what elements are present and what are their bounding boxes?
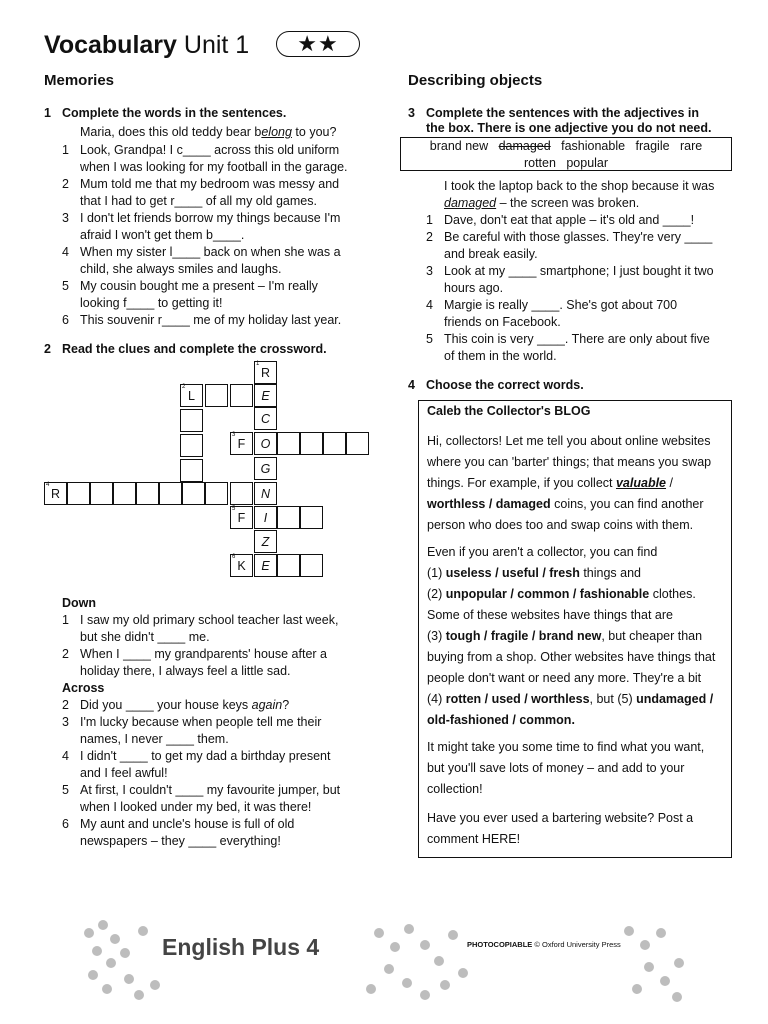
blog-paragraph-4: Have you ever used a bartering website? Post a comment HERE! xyxy=(427,811,694,846)
footer-decoration xyxy=(84,918,684,1008)
answer-choice-valuable[interactable]: valuable xyxy=(615,476,667,490)
crossword-cell[interactable]: 1 R xyxy=(254,361,277,384)
blog-paragraph-1: Hi, collectors! Let me tell you about online websites where you can 'barter' things; that means you swap things. For example, if you collect valuable / worthless / damaged coins, you can find another person who does too and swap coins with them. xyxy=(427,434,712,532)
crossword-cell[interactable] xyxy=(205,482,228,505)
crossword-cell[interactable]: O xyxy=(254,432,277,455)
crossword-cell[interactable]: E xyxy=(254,554,277,577)
crossword-cell[interactable] xyxy=(205,384,228,407)
difficulty-stars: ★★ xyxy=(276,31,360,57)
crossword-cell[interactable] xyxy=(300,506,323,529)
crossword-cell[interactable] xyxy=(159,482,182,505)
exercise-2-heading: 2 Read the clues and complete the crossword. xyxy=(44,342,327,356)
crossword-cell[interactable]: 3 F xyxy=(230,432,253,455)
section-title-describing-objects: Describing objects xyxy=(408,72,543,89)
answer-choices-2[interactable]: unpopular / common / fashionable xyxy=(445,587,650,601)
crossword-cell[interactable]: 6 K xyxy=(230,554,253,577)
crossword-cell[interactable]: 2 L xyxy=(180,384,203,407)
crossword-cell[interactable] xyxy=(277,506,300,529)
blog-paragraph-2: Even if you aren't a collector, you can find (1) useless / useful / fresh things and (2) unpopular / common / fashionable clothes. Some of these websites have things that are (3) tough / fragile / brand new, but cheaper than buying from a shop. Other websites have things that people don't want or need any more. They're a bit (4) rotten / used / worthless, but (5) undamaged / old-fashioned / common. xyxy=(427,545,716,727)
page-title: Vocabulary Unit 1 xyxy=(44,31,250,59)
crossword-cell[interactable] xyxy=(90,482,113,505)
exercise-1-example: Maria, does this old teddy bear belong to you? xyxy=(80,125,337,139)
crossword-cell[interactable] xyxy=(180,459,203,482)
exercise-4-heading: 4 Choose the correct words. xyxy=(408,378,584,392)
crossword-cell[interactable] xyxy=(67,482,90,505)
across-heading: Across xyxy=(62,681,105,695)
section-title-memories: Memories xyxy=(44,72,115,89)
crossword-cell[interactable] xyxy=(277,554,300,577)
crossword-cell[interactable]: E xyxy=(254,384,277,407)
copyright-notice: PHOTOCOPIABLE © Oxford University Press xyxy=(467,940,621,949)
crossword-cell[interactable]: 5 F xyxy=(230,506,253,529)
crossword-cell[interactable]: Z xyxy=(254,530,277,553)
crossword-cell[interactable]: C xyxy=(254,407,277,430)
crossword-cell[interactable] xyxy=(346,432,369,455)
crossword-cell[interactable] xyxy=(300,432,323,455)
crossword-cell[interactable] xyxy=(180,409,203,432)
answer-choices-1[interactable]: useless / useful / fresh xyxy=(445,566,580,580)
crossword-cell[interactable] xyxy=(113,482,136,505)
word-box: brand new damaged fashionable fragile rare rotten popular xyxy=(400,137,732,171)
crossword-cell[interactable] xyxy=(182,482,205,505)
crossword-cell[interactable]: N xyxy=(254,482,277,505)
exercise-1-heading: 1 Complete the words in the sentences. xyxy=(44,106,287,120)
blog-paragraph-3: It might take you some time to find what you want, but you'll save lots of money – and add to your collection! xyxy=(427,740,705,796)
crossword-cell[interactable] xyxy=(180,434,203,457)
crossword-cell[interactable] xyxy=(277,432,300,455)
answer-choices-4[interactable]: rotten / used / worthless xyxy=(445,692,590,706)
exercise-3-heading: 3 Complete the sentences with the adjectives in the box. There is one adjective you do not need. xyxy=(408,106,712,135)
answer-choices-5[interactable]: undamaged / xyxy=(636,692,714,706)
crossword-cell[interactable] xyxy=(230,482,253,505)
brand-logo: English Plus 4 xyxy=(162,934,320,960)
blog-title: Caleb the Collector's BLOG xyxy=(427,404,591,418)
answer-choices-3[interactable]: tough / fragile / brand new xyxy=(445,629,602,643)
down-heading: Down xyxy=(62,596,97,610)
blog-box xyxy=(418,400,732,858)
exercise-3-example: I took the laptop back to the shop because it was damaged – the screen was broken. xyxy=(444,179,715,210)
crossword-cell[interactable] xyxy=(136,482,159,505)
crossword-cell[interactable] xyxy=(230,384,253,407)
crossword-cell[interactable] xyxy=(323,432,346,455)
crossword-cell[interactable]: I xyxy=(254,506,277,529)
crossword-cell[interactable]: G xyxy=(254,457,277,480)
crossword-cell[interactable]: 4 R xyxy=(44,482,67,505)
crossword-cell[interactable] xyxy=(300,554,323,577)
